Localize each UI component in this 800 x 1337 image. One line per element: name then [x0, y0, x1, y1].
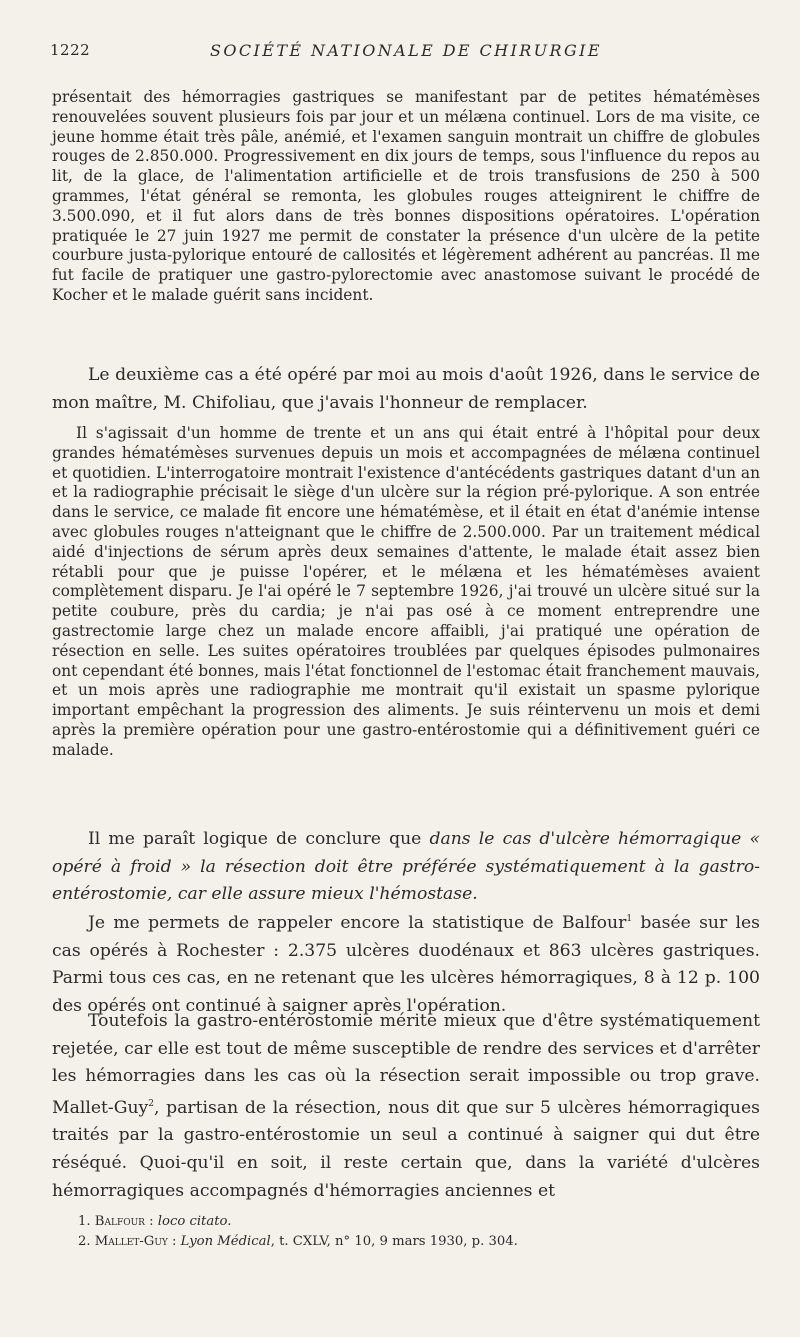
footnote-1	[52, 1212, 760, 1232]
paragraph-1: présentait des hémorragies gastriques se manifestant par de petites hématémèses renouvelées souvent plusieurs fois par jour et un mélæna continuel. Lors de ma visite, ce jeune homme était très pâle, anémié, et l'examen sanguin montrait un chiffre de globules rouges de 2.850.000. Progressivement en dix jours de temps, sous l'influence du repos au lit, de la glace, de l'alimentation artificielle et de trois transfusions de 250 à 500 grammes, l'état général se remonta, les globules rouges atteignirent le chiffre de 3.500.090, et il fut alors dans de très bonnes dispositions opératoires. L'opération pratiquée le 27 juin 1927 me permit de constater la présence d'un ulcère de la petite courbure justa-pylorique entouré de callosités et légèrement adhérent au pancréas. Il me fut facile de pratiquer une gastro-pylorectomie avec anastomose suivant le procédé de Kocher et le malade guérit sans incident.	[52, 88, 760, 304]
footnote-number: 1.	[78, 1214, 91, 1229]
paragraph-balfour	[52, 906, 760, 1020]
footnotes	[52, 1212, 760, 1252]
conclusion-lead: Il me paraît logique de conclure que	[88, 829, 430, 849]
paragraph-conclusion	[52, 826, 760, 909]
mallet-text-b: , partisan de la résection, nous dit que sur 5 ulcères hémorragiques traités par la gastro-entérostomie un seul a continué à saigner qui dut être réséqué. Quoi-qu'il en soit, il reste certain que, dans la variété d'ulcères hémorragiques accompagnés d'hémorragies anciennes et	[52, 1097, 760, 1201]
footnote-2	[52, 1232, 760, 1252]
footnote-journal: Lyon Médical	[180, 1234, 271, 1249]
footnote-ref-1[interactable]: 1	[626, 914, 633, 924]
footnote-number: 2.	[78, 1234, 91, 1249]
footnote-ref-2[interactable]: 2	[148, 1098, 154, 1109]
balfour-text-a: Je me permets de rappeler encore la statistique de Balfour	[88, 913, 627, 933]
page-header	[50, 41, 760, 63]
footnote-author: Mallet-Guy	[94, 1234, 168, 1249]
balfour-text-b: basée sur les cas opérés à Rochester : 2.375 ulcères duodénaux et 863 ulcères gastriques. Parmi tous ces cas, en ne retenant que les ulcères hémorragiques, 8 à 12 p. 100 des opérés ont continué à saigner après l'opération.	[52, 913, 760, 1016]
footnote-author: Balfour	[94, 1214, 145, 1229]
running-title: SOCIÉTÉ NATIONALE DE CHIRURGIE	[210, 41, 602, 60]
page-number: 1222	[50, 41, 91, 59]
paragraph-2: Le deuxième cas a été opéré par moi au mois d'août 1926, dans le service de mon maître, M. Chifoliau, que j'avais l'honneur de remplacer.	[52, 365, 760, 413]
footnote-ref-rest: , t. CXLV, n° 10, 9 mars 1930, p. 304.	[270, 1234, 518, 1249]
conclusion-italic: dans le cas d'ulcère hémorragique « opéré à froid » la résection doit être préférée systématiquement à la gastro-entérostomie, car elle assure mieux l'hémostase.	[52, 829, 760, 905]
paragraph-mallet-guy	[52, 1008, 760, 1205]
footnote-ref: loco citato.	[157, 1214, 232, 1229]
mallet-text-a: Toutefois la gastro-entérostomie mérite mieux que d'être systématiquement rejetée, car elle est tout de même susceptible de rendre des services et d'arrêter les hémorragies dans les cas où la résection serait impossible ou trop grave. Mallet-Guy	[52, 1011, 760, 1118]
footnote-sep: :	[144, 1214, 158, 1229]
footnote-sep: :	[167, 1234, 181, 1249]
paragraph-3: Il s'agissait d'un homme de trente et un ans qui était entré à l'hôpital pour deux grandes hématémèses survenues depuis un mois et accompagnées de mélæna continuel et quotidien. L'interrogatoire montrait l'existence d'antécédents gastriques datant d'un an et la radiographie précisait le siège d'un ulcère sur la région pré-pylorique. A son entrée dans le service, ce malade fit encore une hématémèse, et il était en état d'anémie intense avec globules rouges n'atteignant que le chiffre de 2.500.000. Par un traitement médical aidé d'injections de sérum après deux semaines d'attente, le malade était assez bien rétabli pour que je puisse l'opérer, et le mélæna et les hématémèses avaient complètement disparu. Je l'ai opéré le 7 septembre 1926, j'ai trouvé un ulcère situé sur la petite coubure, près du cardia; je n'ai pas osé à ce moment entreprendre une gastrectomie large chez un malade encore affaibli, j'ai pratiqué une opération de résection en selle. Les suites opératoires troublées par quelques épisodes pulmonaires ont cependant été bonnes, mais l'état fonctionnel de l'estomac était franchement mauvais, et un mois après une radiographie me montrait qu'il existait un spasme pylorique important empêchant la progression des aliments. Je suis réintervenu un mois et demi après la première opération pour une gastro-entérostomie qui a définitivement guéri ce malade.	[52, 424, 760, 759]
